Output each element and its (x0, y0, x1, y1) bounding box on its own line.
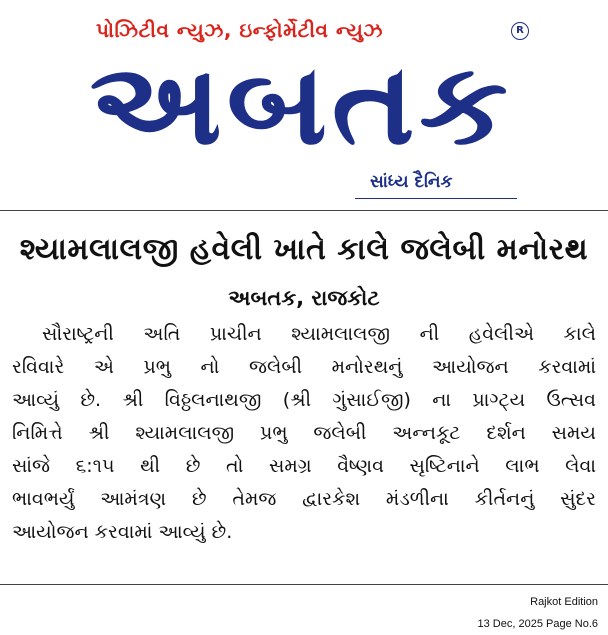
masthead (0, 0, 608, 205)
article-body-line: આયોજન કરવામાં આવ્યું છે. (12, 521, 233, 543)
article-body-line: સાંજે ૬:૧૫ થી છે તો સમગ્ર વૈષ્ણવ સૃષ્ટિનાને લાભ લેવા (12, 455, 596, 477)
article-body (12, 318, 596, 549)
article-headline: શ્યામલાલજી હવેલી ખાતે કાલે જલેબી મનોરથ (19, 232, 589, 267)
article-body-line: નિમિત્તે શ્રી શ્યામલાલજી પ્રભુ જલેબી અન્નકૂટ દર્શન સમય (12, 422, 596, 444)
edition-info (478, 591, 598, 635)
edition-date-page: 13 Dec, 2025 Page No.6 (477, 618, 598, 630)
article-body-line: આવ્યું છે. શ્રી વિઠ્ઠલનાથજી (શ્રી ગુંસાઈજી) ના પ્રાગ્ટ્ય ઉત્સવ (12, 389, 596, 411)
article-body-line: રવિવારે એ પ્રભુ નો જલેબી મનોરથનું આયોજન કરવામાં (12, 356, 596, 378)
edition-name: Rajkot Edition (530, 596, 598, 608)
subhead-underline (355, 198, 517, 199)
newspaper-logo: અબતક (89, 40, 513, 170)
masthead-subhead: સાંધ્ય દૈનિક (370, 172, 453, 192)
article-body-line: સૌરાષ્ટ્રની અતિ પ્રાચીન શ્યામલાલજી ની હવેલીએ કાલે (42, 323, 596, 345)
article-body-line: ભાવભર્યું આમંત્રણ છે તેમજ દ્વારકેશ મંડળીના કીર્તનનું સુંદર (12, 488, 596, 510)
article-dateline: અબતક, રાજકોટ (228, 286, 380, 310)
registered-trademark-icon: R (511, 22, 529, 40)
masthead-tagline: પોઝિટીવ ન્યુઝ, ઇન્ફોર્મેટીવ ન્યુઝ (96, 18, 383, 42)
